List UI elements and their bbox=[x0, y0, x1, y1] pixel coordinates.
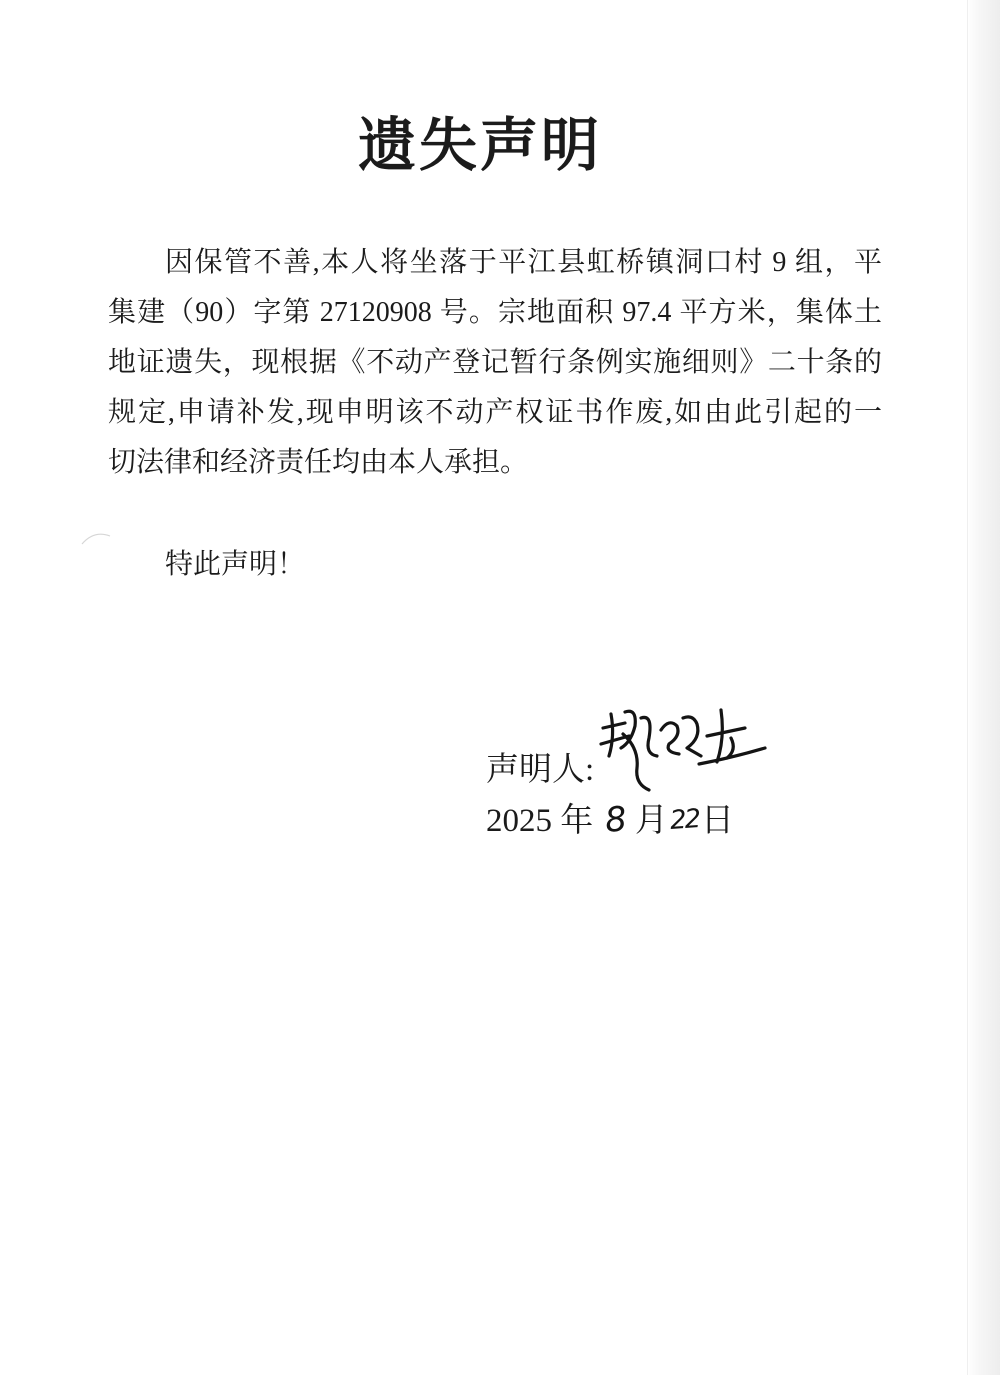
scan-edge-shadow bbox=[966, 0, 1000, 1375]
date-day-handwritten: 22 bbox=[668, 804, 700, 836]
closing-statement: 特此声明！ bbox=[165, 549, 306, 580]
date-month-handwritten: 8 bbox=[603, 798, 629, 842]
scan-edge-line bbox=[967, 0, 968, 1375]
date-year: 2025 年 bbox=[486, 803, 594, 839]
date-line bbox=[486, 797, 734, 846]
body-line: 切法律和经济责任均由本人承担。 bbox=[108, 447, 529, 478]
declaration-body bbox=[108, 238, 882, 488]
handwritten-signature bbox=[595, 698, 767, 794]
date-day-unit: 日 bbox=[700, 803, 734, 839]
body-line: 集建（90）字第 27120908 号。宗地面积 97.4 平方米，集体土 bbox=[108, 297, 882, 328]
body-line: 地证遗失，现根据《不动产登记暂行条例实施细则》二十条的 bbox=[108, 347, 882, 378]
document-title: 遗失声明 bbox=[357, 111, 602, 179]
body-line: 规定,申请补发,现申明该不动产权证书作废,如由此引起的一 bbox=[108, 397, 882, 428]
scan-artifact-mark bbox=[80, 528, 112, 548]
body-line: 因保管不善,本人将坐落于平江县虹桥镇洞口村 9 组，平 bbox=[165, 247, 882, 278]
date-month-unit: 月 bbox=[634, 803, 668, 839]
declarant-label: 声明人: bbox=[486, 752, 595, 788]
